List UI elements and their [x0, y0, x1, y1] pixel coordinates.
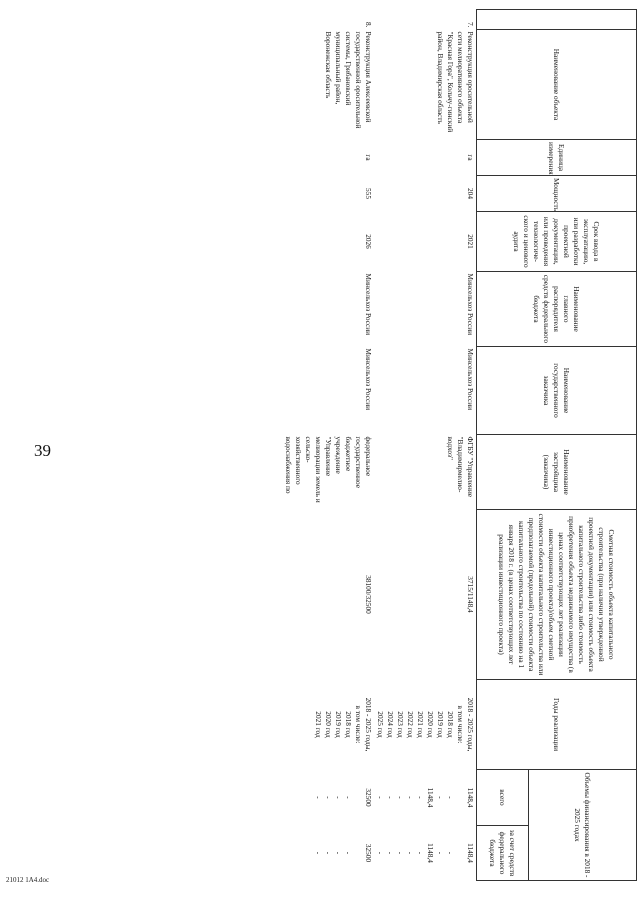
developer-cell: ФГБУ "Управление "Владимирмелио-водхоз": [446, 436, 475, 497]
header-capacity: Мощность: [477, 176, 637, 212]
capacity-cell: 204: [466, 188, 475, 199]
header-estimated-cost: Сметная стоимость объекта капитального строительства (при наличии утвержденной проектной документации) или стоимость объекта капитального строительства либо стоимость приобретения объекта недвижимого имущества (в ценах соответствующих лет реализации инвестиционного проекта)/объем сметной стоимости объекта капитального строительства или предполагаемой (предельной) стоимости объекта капитального строительства по состоянию на 1 января 2018 г. (в ценах соответствующих лет реализации инвестиционного проекта): [477, 510, 637, 680]
total-values: 32500 - - - -: [314, 788, 373, 807]
header-years: Годы реализации: [477, 680, 637, 770]
investment-objects-table: [282, 9, 637, 881]
chief-manager-cell: Минсельхоз России: [466, 273, 475, 336]
header-financing: Объемы финансирования в 2018 - 2025 годах: [529, 770, 637, 881]
deadline-cell: 2021: [466, 234, 475, 249]
capacity-cell: 555: [364, 188, 373, 199]
object-name: Реконструкция оросительной сети мелиоративного объекта "Красная Гора", Кольчу-гинский район, Владимирская область: [436, 31, 475, 133]
developer-cell: федеральное государственное бюджетное учреждение "Управление мелиорации земель и сельско-хозяйственного водоснабжения по: [284, 436, 373, 503]
header-total: всего: [477, 770, 529, 826]
unit-cell: га: [364, 154, 373, 161]
row-number: 7.: [466, 22, 475, 28]
header-unit: Единица измерения: [477, 140, 637, 176]
unit-cell: га: [466, 154, 475, 161]
header-blank: [477, 10, 637, 30]
header-customer: Наименование государственного заказчика: [477, 347, 637, 435]
customer-cell: Минсельхоз России: [466, 348, 475, 411]
table-row: [374, 10, 477, 881]
header-object-name: Наименование объекта: [477, 30, 637, 140]
row-number: 8.: [364, 22, 373, 28]
customer-cell: Минсельхоз России: [364, 348, 373, 411]
header-developer: Наименование застройщика (заказчика): [477, 435, 637, 510]
years-list: 2018 - 2025 годы, в том числе: 2018 год 2019 год 2020 год 2021 год: [314, 697, 373, 752]
rotated-table-container: [259, 9, 637, 880]
header-commission-deadline: Срок ввода в эксплуатацию, или разработки проектной документации, или проведения технологиче-ского и ценового аудита: [477, 212, 637, 272]
page-number: 39: [34, 441, 51, 460]
years-list: 2018 - 2025 годы, в том числе: 2018 год 2019 год 2020 год 2021 год 2022 год 2023 год 2024 год 2025 год: [376, 697, 475, 752]
estimated-cost-cell: 3715/1148,4: [466, 576, 475, 613]
total-values: 1148,4 - - 1148,4 - - - - -: [376, 787, 475, 808]
federal-values: 32500 - - - -: [314, 843, 373, 863]
table-row: [282, 10, 374, 881]
federal-values: 1148,4 - - 1148,4 - - - - -: [376, 843, 475, 863]
object-name: Реконструкция Алексеевской государственной оросительной системы, Грибановский муниципальный район, Воронежская область: [324, 31, 373, 129]
header-chief-manager: Наименование главного распорядителя средств федерального бюджета: [477, 272, 637, 347]
table-header-row-1: [529, 10, 637, 881]
deadline-cell: 2026: [364, 234, 373, 249]
chief-manager-cell: Минсельхоз России: [364, 273, 373, 336]
footer-file-code: 21012 1А4.doc: [6, 876, 50, 884]
estimated-cost-cell: 38100/32500: [364, 575, 373, 614]
header-federal: за счет средств федерального бюджета: [477, 826, 529, 881]
